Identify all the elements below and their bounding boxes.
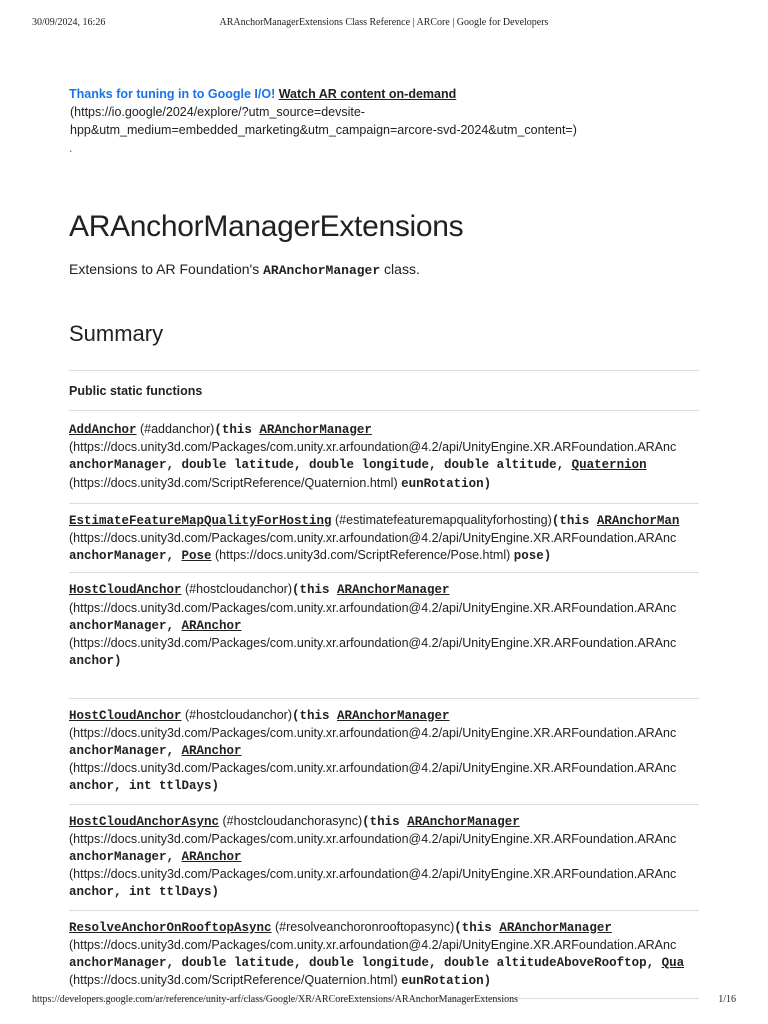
function-line (69, 421, 699, 439)
io-banner (69, 85, 709, 157)
banner-url-line-2: hpp&utm_medium=embedded_marketing&utm_campaign=arcore-svd-2024&utm_content=) (70, 123, 577, 137)
type-link[interactable]: ARAnchorManager (337, 708, 450, 723)
function-line (69, 600, 699, 617)
function-name-link[interactable]: HostCloudAnchorAsync (69, 814, 220, 829)
function-name-link[interactable]: HostCloudAnchor (69, 583, 182, 598)
signature-text: anchor, int ttlDays) (69, 779, 220, 794)
reference-text: (https://docs.unity3d.com/Packages/com.unity.xr.arfoundation@4.2/api/UnityEngine.XR.ARFoundation.ARAnc (69, 831, 677, 846)
signature-text: (this (292, 583, 338, 598)
function-row (69, 411, 699, 504)
function-line (69, 919, 699, 937)
function-row (69, 699, 699, 805)
type-link[interactable]: ARAnchor (181, 618, 242, 633)
function-line (69, 635, 699, 652)
print-page-title: ARAnchorManagerExtensions Class Reference | ARCore | Google for Developers (219, 17, 549, 28)
signature-text: eunRotation) (401, 476, 492, 491)
function-line (69, 742, 699, 760)
banner-url-line-1: (https://io.google/2024/explore/?utm_source=devsite- (70, 105, 365, 119)
print-page-number: 1/16 (718, 994, 736, 1005)
reference-text: (https://docs.unity3d.com/Packages/com.unity.xr.arfoundation@4.2/api/UnityEngine.XR.ARFoundation.ARAnc (69, 440, 677, 455)
function-line (69, 813, 699, 831)
reference-text: (https://docs.unity3d.com/ScriptReference/Quaternion.html) (69, 973, 402, 988)
reference-text: (#hostcloudanchor) (181, 707, 293, 722)
function-line (69, 456, 699, 474)
signature-text: pose) (513, 549, 552, 564)
reference-text: (#resolveanchoronrooftopasync) (271, 919, 455, 934)
function-line (69, 547, 699, 565)
reference-text: (https://docs.unity3d.com/Packages/com.unity.xr.arfoundation@4.2/api/UnityEngine.XR.ARFoundation.ARAnc (69, 531, 677, 546)
type-link[interactable]: ARAnchorManager (337, 583, 450, 598)
function-line (69, 848, 699, 866)
function-line (69, 866, 699, 883)
function-line (69, 530, 699, 547)
signature-text: anchorManager, double latitude, double longitude, double altitude, (69, 458, 572, 473)
banner-dot: . (69, 141, 73, 155)
description-code: ARAnchorManager (263, 263, 381, 278)
function-line (69, 439, 699, 456)
public-static-functions-table (69, 370, 699, 999)
function-line (69, 883, 699, 901)
signature-text: eunRotation) (401, 974, 492, 989)
type-link[interactable]: ARAnchorManager (499, 920, 612, 935)
print-datetime: 30/09/2024, 16:26 (32, 17, 106, 28)
signature-text: (this (362, 814, 408, 829)
reference-text: (#addanchor) (136, 422, 215, 436)
signature-text: (this (551, 513, 597, 528)
reference-text: (https://docs.unity3d.com/Packages/com.unity.xr.arfoundation@4.2/api/UnityEngine.XR.ARFoundation.ARAnc (69, 761, 677, 776)
signature-text: (this (292, 708, 338, 723)
reference-text: (https://docs.unity3d.com/Packages/com.unity.xr.arfoundation@4.2/api/UnityEngine.XR.ARFoundation.ARAnc (69, 937, 677, 952)
function-line (69, 617, 699, 635)
function-line (69, 652, 699, 670)
function-row (69, 573, 699, 698)
function-name-link[interactable]: ResolveAnchorOnRooftopAsync (69, 920, 272, 935)
function-line (69, 954, 699, 972)
type-link[interactable]: ARAnchorManager (407, 814, 520, 829)
watch-ar-content-link[interactable]: Watch AR content on-demand (278, 87, 457, 101)
function-line (69, 760, 699, 777)
signature-text: anchorManager, double latitude, double longitude, double altitudeAboveRooftop, (69, 956, 662, 971)
type-link[interactable]: Quaternion (571, 458, 647, 473)
function-rows (69, 411, 699, 999)
description-text-after: class. (380, 261, 420, 277)
function-name-link[interactable]: EstimateFeatureMapQualityForHosting (69, 513, 332, 528)
function-line (69, 475, 699, 493)
signature-text: anchorManager, (69, 850, 182, 865)
reference-text: (#estimatefeaturemapqualityforhosting) (331, 512, 552, 527)
function-line (69, 972, 699, 990)
summary-heading: Summary (69, 321, 164, 346)
function-line (69, 581, 699, 599)
signature-text: anchor, int ttlDays) (69, 885, 220, 900)
reference-text: (https://docs.unity3d.com/ScriptReference/Pose.html) (211, 548, 514, 563)
signature-text: anchorManager, (69, 549, 182, 564)
function-line (69, 937, 699, 954)
reference-text: (#hostcloudanchorasync) (219, 813, 363, 828)
function-line (69, 512, 699, 530)
type-link[interactable]: ARAnchor (181, 850, 242, 865)
table-header: Public static functions (69, 371, 699, 411)
function-row (69, 805, 699, 911)
reference-text: (https://docs.unity3d.com/Packages/com.unity.xr.arfoundation@4.2/api/UnityEngine.XR.ARFoundation.ARAnc (69, 636, 677, 651)
reference-text: (https://docs.unity3d.com/Packages/com.unity.xr.arfoundation@4.2/api/UnityEngine.XR.ARFoundation.ARAnc (69, 725, 677, 740)
function-line (69, 831, 699, 848)
type-link[interactable]: Qua (661, 956, 685, 971)
signature-text: (this (214, 423, 260, 437)
function-name-link[interactable]: HostCloudAnchor (69, 708, 182, 723)
type-link[interactable]: Pose (181, 549, 212, 564)
description-text-before: Extensions to AR Foundation's (69, 261, 264, 277)
reference-text: (#hostcloudanchor) (181, 582, 293, 597)
reference-text: (https://docs.unity3d.com/Packages/com.unity.xr.arfoundation@4.2/api/UnityEngine.XR.ARFoundation.ARAnc (69, 867, 677, 882)
function-line (69, 670, 699, 687)
reference-text: (https://docs.unity3d.com/ScriptReference/Quaternion.html) (69, 475, 402, 490)
function-row (69, 911, 699, 1000)
print-footer-url: https://developers.google.com/ar/reference/unity-arf/class/Google/XR/ARCoreExtensions/ARAnchorManagerExtensions (32, 994, 518, 1005)
function-line (69, 707, 699, 725)
function-line (69, 777, 699, 795)
function-name-link[interactable]: AddAnchor (69, 423, 137, 437)
function-row (69, 504, 699, 574)
type-link[interactable]: ARAnchorMan (596, 513, 680, 528)
page-title: ARAnchorManagerExtensions (69, 210, 464, 243)
type-link[interactable]: ARAnchorManager (259, 423, 372, 437)
banner-thanks-text: Thanks for tuning in to Google I/O! (69, 87, 276, 101)
class-description (69, 261, 420, 278)
type-link[interactable]: ARAnchor (181, 744, 242, 759)
signature-text: (this (454, 920, 500, 935)
signature-text: anchor) (69, 654, 122, 669)
signature-text: anchorManager, (69, 618, 182, 633)
function-line (69, 725, 699, 742)
reference-text: (https://docs.unity3d.com/Packages/com.unity.xr.arfoundation@4.2/api/UnityEngine.XR.ARFoundation.ARAnc (69, 600, 677, 615)
signature-text: anchorManager, (69, 744, 182, 759)
